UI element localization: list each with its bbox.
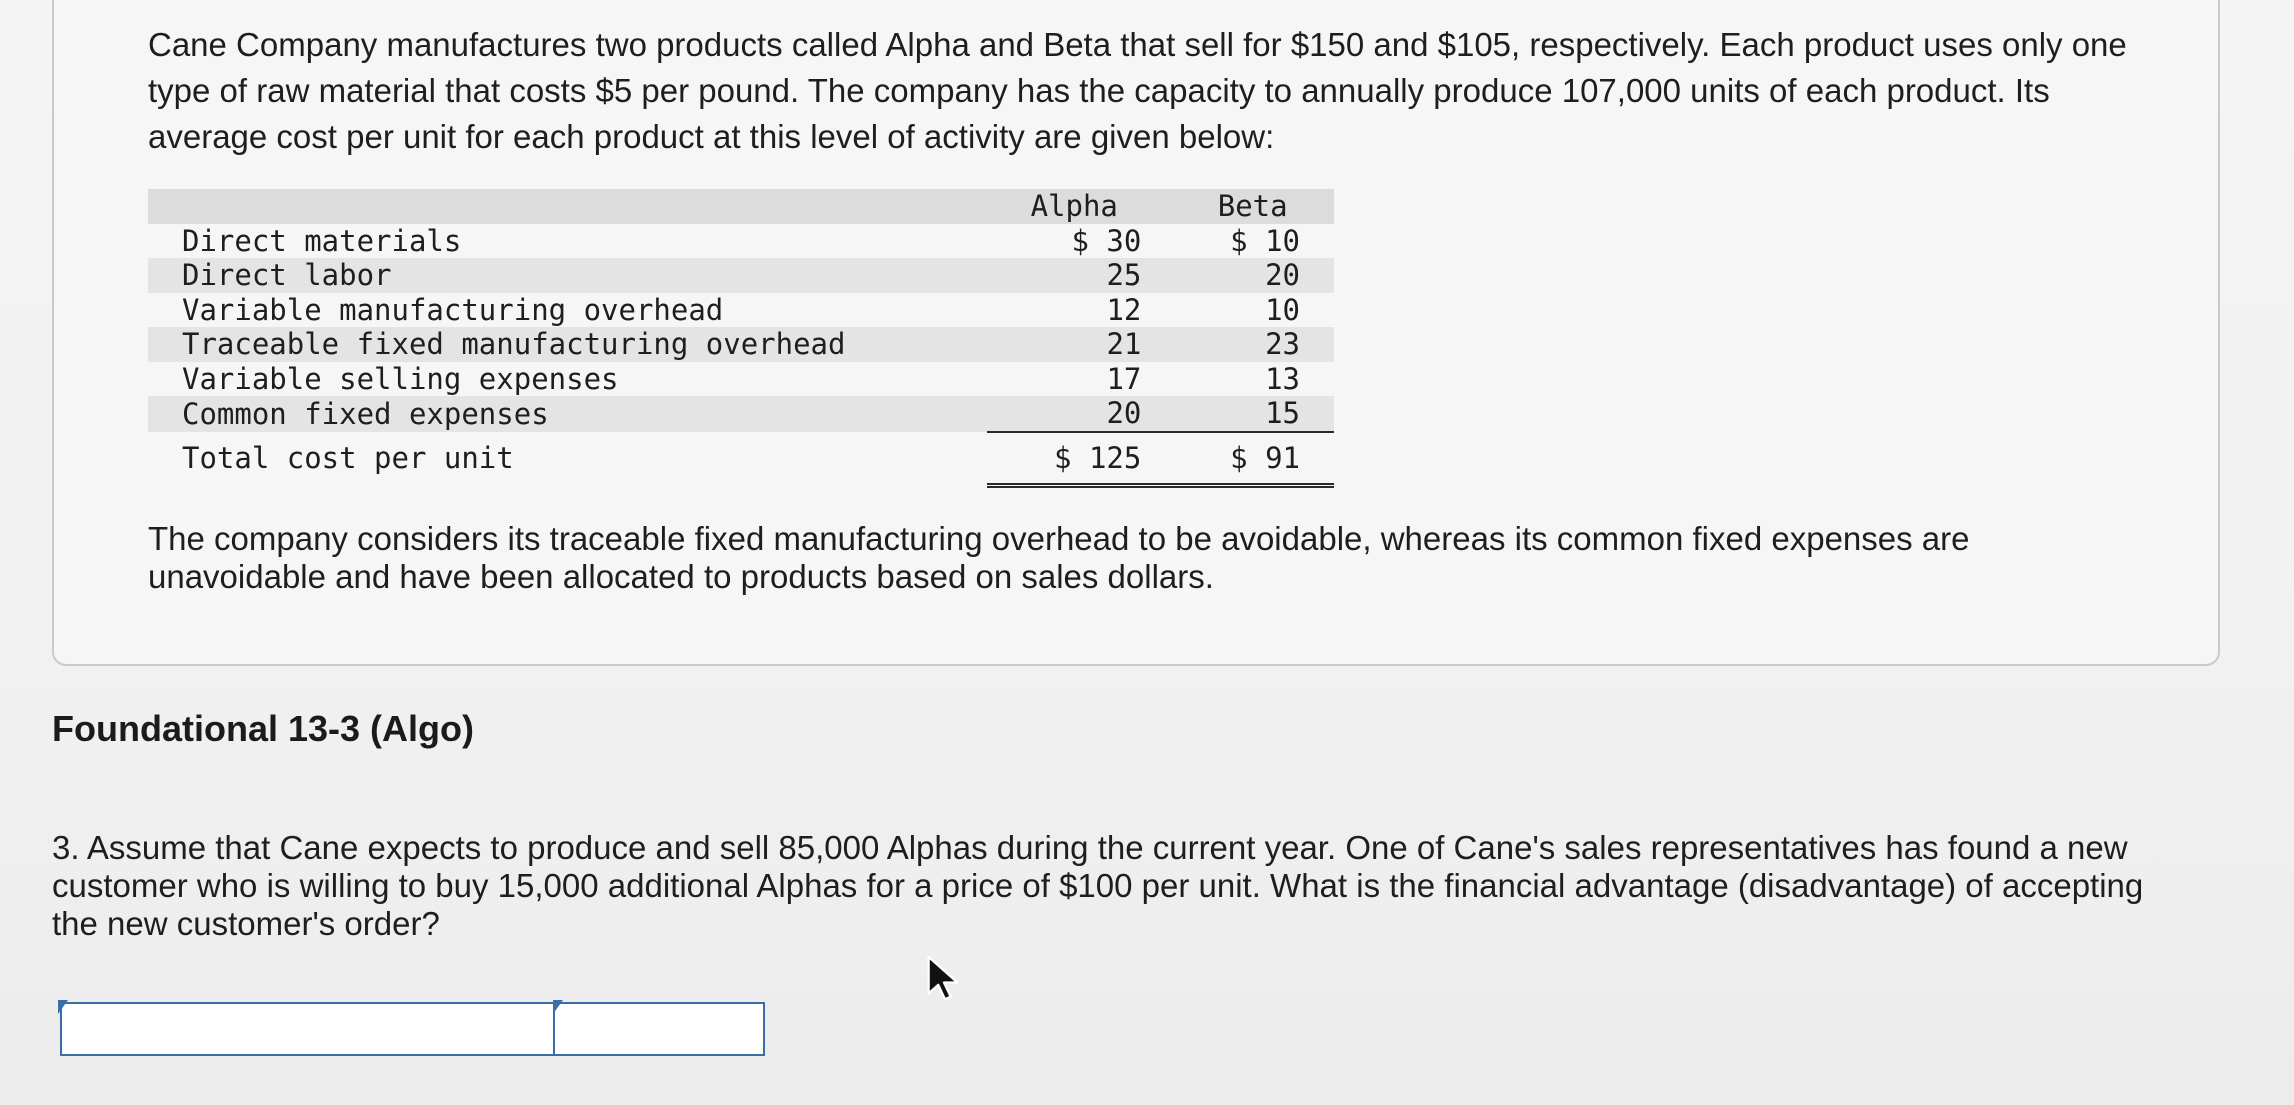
row-beta-value: 10 <box>1265 292 1300 327</box>
table-row <box>148 258 1334 293</box>
total-label: Total cost per unit <box>182 441 514 476</box>
answer-amount-wrap <box>555 1002 765 1056</box>
section-title: Foundational 13-3 (Algo) <box>52 708 474 749</box>
row-alpha-value: 20 <box>1106 396 1142 431</box>
total-alpha-value: $ 125 <box>987 432 1141 486</box>
answer-label-wrap <box>60 1002 555 1056</box>
problem-intro-text: Cane Company manufactures two products called Alpha and Beta that sell for $150 and $105, respectively. Each product uses only one type of raw material that costs $5 per pound. The company has the capacity to annually produce 107,000 units of each product. Its average cost per unit for each product at this level of activity are given below: <box>148 26 2127 155</box>
row-label: Variable manufacturing overhead <box>182 292 724 327</box>
answer-row <box>60 1002 765 1056</box>
row-alpha-value: 25 <box>1106 258 1142 293</box>
row-label: Direct materials <box>182 223 462 258</box>
avoidable-costs-note: The company considers its traceable fixed manufacturing overhead to be avoidable, whereas its common fixed expenses are unavoidable and have been allocated to products based on sales dollars. <box>148 520 1970 595</box>
total-row <box>148 432 1334 486</box>
answer-amount-input[interactable] <box>555 1002 765 1056</box>
row-beta-value: 13 <box>1265 361 1300 396</box>
row-beta-value: 23 <box>1265 327 1300 362</box>
answer-label-input[interactable] <box>60 1002 555 1056</box>
table-row <box>148 327 1334 362</box>
row-label: Variable selling expenses <box>182 361 619 396</box>
row-alpha-value: 12 <box>1106 292 1142 327</box>
header-alpha: Alpha <box>1030 189 1118 224</box>
row-label: Direct labor <box>182 258 392 293</box>
table-row <box>148 362 1334 397</box>
row-beta-value: 20 <box>1265 258 1300 293</box>
input-marker-icon <box>553 1000 563 1014</box>
question-text: 3. Assume that Cane expects to produce and sell 85,000 Alphas during the current year. One of Cane's sales representatives has found a new customer who is willing to buy 15,000 additional Alphas for a price of $100 per unit. What is the financial advantage (disadvantage) of accepting the new customer's order? <box>52 829 2144 942</box>
table-row <box>148 224 1334 259</box>
row-alpha-value: 17 <box>1106 361 1142 396</box>
cost-per-unit-table <box>148 189 1334 488</box>
row-label: Common fixed expenses <box>182 396 549 431</box>
row-beta-value: 15 <box>1265 396 1300 431</box>
row-alpha-value: $ 30 <box>1071 223 1142 258</box>
mouse-pointer-icon <box>924 955 964 1005</box>
header-beta: Beta <box>1217 189 1288 224</box>
total-beta-value: $ 91 <box>1141 432 1334 486</box>
table-header-row <box>148 189 1334 224</box>
header-label <box>148 189 987 224</box>
table-row <box>148 396 1334 432</box>
row-label: Traceable fixed manufacturing overhead <box>182 327 846 362</box>
dropdown-marker-icon <box>58 1000 68 1014</box>
table-row <box>148 293 1334 328</box>
row-alpha-value: 21 <box>1106 327 1142 362</box>
row-beta-value: $ 10 <box>1230 223 1300 258</box>
